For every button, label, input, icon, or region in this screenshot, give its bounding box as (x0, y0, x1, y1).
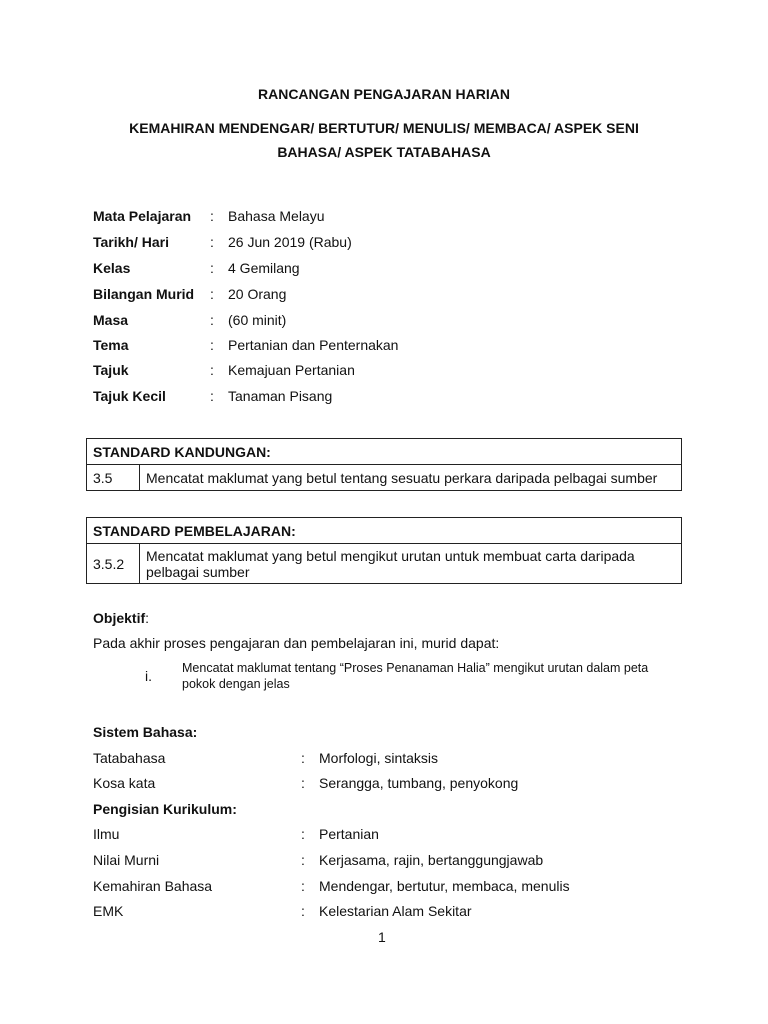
standard-pembelajaran-table (86, 517, 682, 584)
document-title: RANCANGAN PENGAJARAN HARIAN (257, 86, 510, 102)
info-value: Pertanian dan Penternakan (228, 337, 399, 353)
info-colon: : (210, 337, 214, 353)
info-label: Tema (93, 337, 129, 353)
page-number: 1 (378, 929, 386, 945)
pengisian-value: Kelestarian Alam Sekitar (319, 903, 472, 919)
standard-pembelajaran-code: 3.5.2 (87, 544, 140, 584)
info-colon: : (210, 260, 214, 276)
pengisian-label: Nilai Murni (93, 852, 160, 868)
standard-kandungan-text: Mencatat maklumat yang betul tentang sesuatu perkara daripada pelbagai sumber (140, 465, 682, 491)
info-value: (60 minit) (228, 312, 287, 328)
pengisian-label: EMK (93, 903, 124, 919)
pengisian-value: Pertanian (319, 826, 379, 842)
pengisian-colon: : (301, 878, 305, 894)
pengisian-row-emk (93, 903, 653, 923)
document-subtitle-line1: KEMAHIRAN MENDENGAR/ BERTUTUR/ MENULIS/ MEMBACA/ ASPEK SENI (129, 120, 639, 136)
standard-pembelajaran-text-line1: Mencatat maklumat yang betul mengikut urutan untuk membuat carta daripada (146, 547, 635, 564)
pengisian-colon: : (301, 826, 305, 842)
sistem-bahasa-label: Tatabahasa (93, 750, 166, 766)
info-label: Mata Pelajaran (93, 208, 192, 224)
info-colon: : (210, 234, 214, 250)
objektif-heading (93, 610, 149, 626)
info-label: Masa (93, 312, 129, 328)
objektif-intro: Pada akhir proses pengajaran dan pembelajaran ini, murid dapat: (93, 635, 500, 651)
pengisian-row-kemahiran-bahasa (93, 878, 653, 898)
pengisian-kurikulum-heading: Pengisian Kurikulum: (93, 801, 237, 817)
objektif-item-line1: Mencatat maklumat tentang “Proses Penanaman Halia” mengikut urutan dalam peta (182, 661, 649, 675)
info-value: 20 Orang (228, 286, 287, 302)
info-label: Kelas (93, 260, 131, 276)
info-value: 26 Jun 2019 (Rabu) (228, 234, 352, 250)
info-colon: : (210, 388, 214, 404)
standard-kandungan-table (86, 438, 682, 491)
sistem-bahasa-row-kosa-kata (93, 775, 653, 795)
standard-kandungan-code: 3.5 (87, 465, 140, 491)
pengisian-colon: : (301, 903, 305, 919)
info-label: Tajuk (93, 362, 129, 378)
objektif-item-line2: pokok dengan jelas (182, 677, 290, 691)
objektif-heading-text: Objektif (93, 610, 146, 626)
standard-kandungan-heading: STANDARD KANDUNGAN: (87, 439, 682, 465)
info-colon: : (210, 312, 214, 328)
pengisian-value: Mendengar, bertutur, membaca, menulis (319, 878, 570, 894)
pengisian-label: Kemahiran Bahasa (93, 878, 213, 894)
pengisian-colon: : (301, 852, 305, 868)
info-value: Bahasa Melayu (228, 208, 325, 224)
sistem-bahasa-label: Kosa kata (93, 775, 156, 791)
standard-pembelajaran-text-line2: pelbagai sumber (146, 563, 250, 580)
objektif-heading-colon: : (145, 610, 150, 626)
pengisian-value: Kerjasama, rajin, bertanggungjawab (319, 852, 544, 868)
standard-pembelajaran-text (140, 544, 682, 584)
sistem-bahasa-value: Morfologi, sintaksis (319, 750, 439, 766)
sistem-bahasa-row-tatabahasa (93, 750, 653, 770)
info-label: Tajuk Kecil (93, 388, 166, 404)
sistem-bahasa-colon: : (301, 775, 305, 791)
sistem-bahasa-heading: Sistem Bahasa: (93, 724, 198, 740)
info-label: Tarikh/ Hari (93, 234, 169, 250)
pengisian-row-nilai-murni (93, 852, 653, 872)
info-colon: : (210, 362, 214, 378)
info-colon: : (210, 208, 214, 224)
standard-pembelajaran-heading: STANDARD PEMBELAJARAN: (87, 518, 682, 544)
pengisian-row-ilmu (93, 826, 653, 846)
info-label: Bilangan Murid (93, 286, 195, 302)
sistem-bahasa-colon: : (301, 750, 305, 766)
info-value: Kemajuan Pertanian (228, 362, 355, 378)
pengisian-label: Ilmu (93, 826, 120, 842)
info-value: 4 Gemilang (228, 260, 300, 276)
info-value: Tanaman Pisang (228, 388, 333, 404)
document-subtitle-line2: BAHASA/ ASPEK TATABAHASA (277, 144, 491, 160)
objektif-item (182, 660, 648, 692)
info-colon: : (210, 286, 214, 302)
sistem-bahasa-value: Serangga, tumbang, penyokong (319, 775, 519, 791)
objektif-item-marker: i. (145, 668, 152, 684)
